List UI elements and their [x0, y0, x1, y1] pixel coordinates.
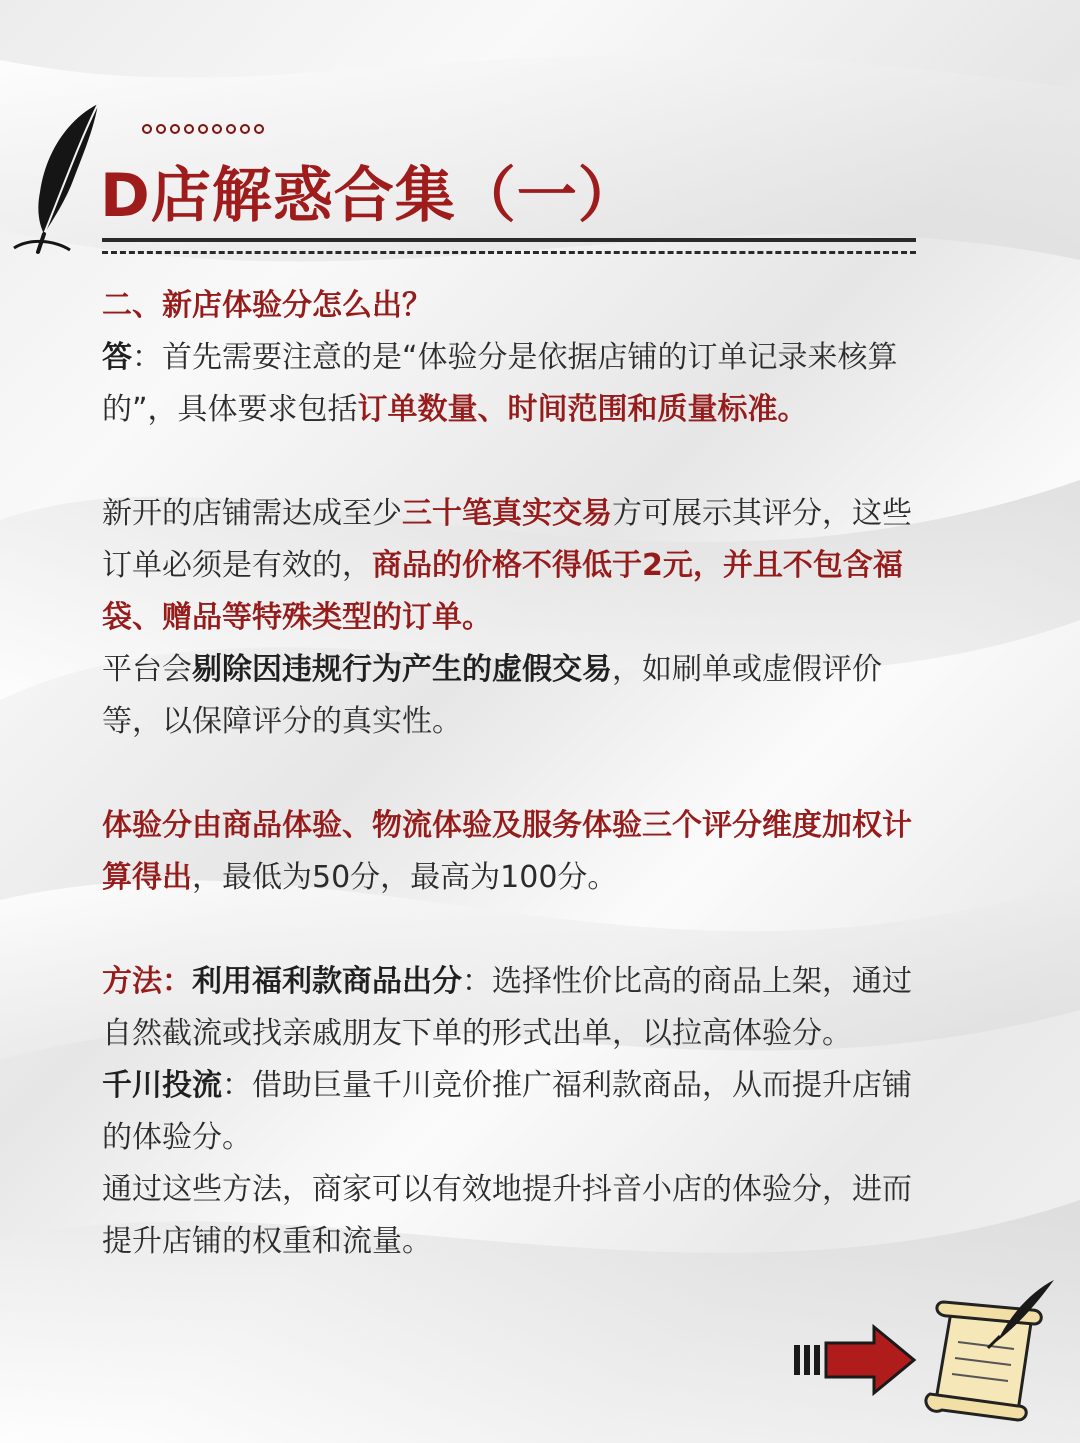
quill-icon: [10, 100, 110, 260]
dot: [226, 124, 236, 134]
score-paragraph: [102, 800, 917, 904]
qianchuan-paragraph: [102, 1060, 917, 1164]
platform-text-2: ，如刷单或虚假评价等，以保障评分的真实性。: [102, 652, 882, 739]
section-heading: 二、新店体验分怎么出？: [102, 288, 432, 323]
scroll-quill-icon: [922, 1276, 1062, 1426]
title-divider: [102, 238, 916, 242]
platform-bold: 剔除因违规行为产生的虚假交易: [192, 652, 612, 687]
dot: [184, 124, 194, 134]
dot: [198, 124, 208, 134]
title-dashed-divider: [102, 251, 916, 254]
dot: [156, 124, 166, 134]
method-bold: 利用福利款商品出分: [192, 964, 462, 999]
requirement-highlight: 三十笔真实交易: [402, 496, 612, 531]
conclusion-paragraph: 通过这些方法，商家可以有效地提升抖音小店的体验分，进而提升店铺的权重和流量。: [102, 1172, 912, 1259]
qianchuan-bold: 千川投流: [102, 1068, 222, 1103]
method-paragraph: [102, 956, 917, 1060]
price-rule-highlight: 商品的价格不得低于2元，并且不包含福袋、赠品等特殊类型的订单。: [102, 548, 903, 635]
qianchuan-text: ：借助巨量千川竞价推广福利款商品，从而提升店铺的体验分。: [102, 1068, 912, 1155]
dot: [254, 124, 264, 134]
answer-label: 答: [102, 340, 132, 375]
answer-text: 首先需要注意的是“体验分是依据店铺的订单记录来核算的”，具体要求包括: [102, 340, 898, 427]
requirement-text-2: 方可展示其评分，这些订单必须是有效的，: [102, 496, 912, 583]
platform-text: 平台会: [102, 652, 192, 687]
requirement-text: 新开的店铺需达成至少: [102, 496, 402, 531]
arrow-right-icon: [792, 1323, 918, 1397]
dot: [142, 124, 152, 134]
dot: [240, 124, 250, 134]
score-text: ，最低为50分，最高为100分。: [192, 860, 618, 895]
dots-decoration: [142, 124, 264, 134]
answer-colon: ：: [132, 340, 162, 375]
platform-paragraph: [102, 644, 917, 748]
dot: [170, 124, 180, 134]
requirement-paragraph: [102, 488, 917, 644]
answer-highlight: 订单数量、时间范围和质量标准。: [357, 392, 808, 427]
article-body: [102, 280, 917, 1268]
page-title: D店解惑合集（一）: [100, 161, 639, 231]
method-label: 方法：: [102, 964, 192, 999]
method-text: ：选择性价比高的商品上架，通过自然截流或找亲戚朋友下单的形式出单，以拉高体验分。: [102, 964, 912, 1051]
dot: [212, 124, 222, 134]
score-highlight: 体验分由商品体验、物流体验及服务体验三个评分维度加权计算得出: [102, 808, 912, 895]
answer-paragraph: [102, 332, 917, 436]
